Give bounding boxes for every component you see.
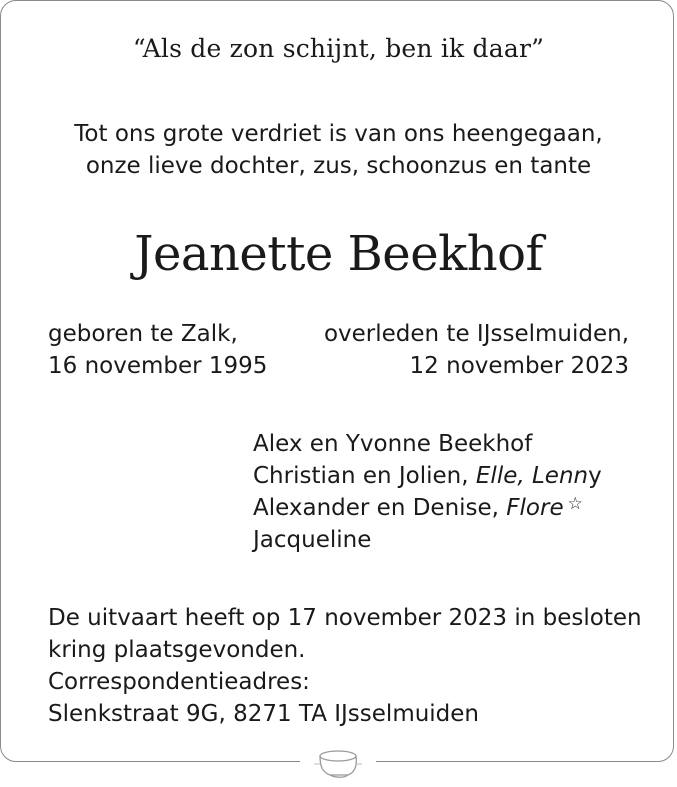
correspondence-address: Slenkstraat 9G, 8271 TA IJsselmuiden xyxy=(48,701,480,727)
correspondence-label: Correspondentieadres: xyxy=(48,669,310,695)
family-line-3-child: Flore xyxy=(506,495,564,521)
emblem-icon xyxy=(310,742,366,782)
birth-date: 16 november 1995 xyxy=(48,353,268,379)
family-line-4: Jacqueline xyxy=(253,527,372,553)
family-line-3 xyxy=(253,492,602,524)
family-line-2 xyxy=(253,460,602,492)
funeral-info xyxy=(48,602,642,730)
deceased-name: Jeanette Beekhof xyxy=(134,226,543,282)
family-line-3-names: Alexander en Denise, xyxy=(253,495,507,521)
death-info xyxy=(324,318,629,382)
family-line-2-names: Christian en Jolien, xyxy=(253,463,476,489)
family-line-2-children: Elle, Lenn xyxy=(475,463,589,489)
funeral-line-1: De uitvaart heeft op 17 november 2023 in besloten xyxy=(48,605,642,631)
family-line-1: Alex en Yvonne Beekhof xyxy=(253,431,533,457)
family-list xyxy=(253,428,602,556)
intro-line-1: Tot ons grote verdriet is van ons heengegaan, xyxy=(74,121,603,147)
birth-info xyxy=(48,318,267,382)
opening-quote: “Als de zon schijnt, ben ik daar” xyxy=(132,34,545,63)
intro-line-2: onze lieve dochter, zus, schoonzus en tante xyxy=(85,153,592,179)
death-date: 12 november 2023 xyxy=(409,353,629,379)
funeral-line-2: kring plaatsgevonden. xyxy=(48,637,306,663)
star-icon: ☆ xyxy=(567,494,583,514)
birth-place: geboren te Zalk, xyxy=(48,321,238,347)
family-line-2-suffix: y xyxy=(588,463,602,489)
death-place: overleden te IJsselmuiden, xyxy=(323,321,629,347)
intro-text xyxy=(0,118,677,182)
